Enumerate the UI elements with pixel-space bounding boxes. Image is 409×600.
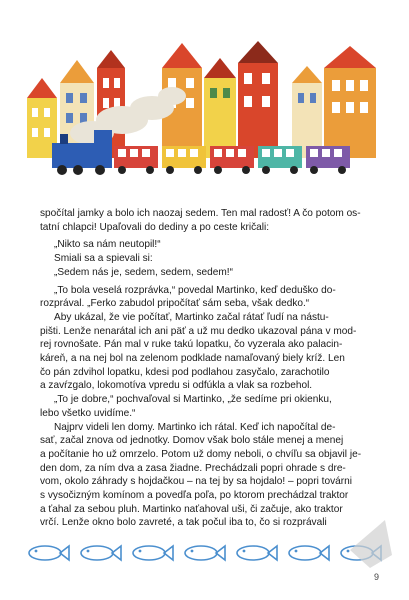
text-line: Najprv videli len domy. Martinko ich rátal. Keď ich napočítal de- [54, 421, 336, 433]
text-line: čo pán zdvihol lopatku, kdesi pod podlahou zasyčalo, zarachotilo [40, 366, 330, 378]
text-line: Aby ukázal, že vie počítať, Martinko začal rátať ľudí na nástu- [54, 311, 329, 323]
text-line: Smiali sa a spievali si: [54, 253, 153, 265]
text-line: a počítanie ho už omrzelo. Potom už domy neboli, o chvíľu sa objavil je- [40, 448, 362, 460]
text-line: rej rovnošate. Pán mal v ruke takú lopatku, čo vyzerala ako palacin- [40, 339, 343, 351]
page-number: 9 [374, 572, 380, 582]
text-line: káreň, a na nej bol na zelenom podklade namaľovaný biely kríž. Len [40, 353, 345, 365]
text-line: „Nikto sa nám neutopil!“ [54, 239, 161, 251]
fish-icon [133, 546, 173, 560]
text-line: vom, okolo záhrady s hojdačkou – na tej by sa hojdalo! – popri továrni [40, 476, 352, 488]
text-line: spočítal jamky a bolo ich naozaj sedem. Ten mal radosť! A čo potom os- [40, 208, 361, 219]
text-line: rozprával. „Ferko zabudol pripočítať sám seba, však dedko.“ [40, 298, 310, 310]
fish-icon [237, 546, 277, 560]
page-corner-decoration [340, 510, 400, 570]
text-line: vrčí. Lenže okno bolo zavreté, a tak počul iba to, čo si rozprávali [40, 517, 327, 529]
fish-icon [81, 546, 121, 560]
text-line: tatní chlapci! Upaľovali do dediny a po ceste kričali: [40, 221, 270, 233]
text-line: sať, začal znova od jednotky. Domov však bolo stále menej a menej [40, 435, 344, 447]
text-line: „Sedem nás je, sedem, sedem, sedem!“ [54, 266, 233, 278]
text-line: lebo všetko uvidíme.“ [40, 407, 136, 419]
fish-icon [29, 546, 69, 560]
text-line: pišti. Lenže nenarátal ich ani päť a už mu dedko ukazoval pána v mod- [40, 325, 357, 337]
text-line: „To je dobre,“ pochvaľoval si Martinko, „že sedíme pri okienku, [54, 394, 332, 406]
text-line: a ťahal za sebou pluh. Martinko naťahoval uši, či začuje, ako traktor [40, 503, 343, 515]
fish-icon [289, 546, 329, 560]
fish-icon [185, 546, 225, 560]
text-line: den dom, za ním dva a zasa žiadne. Prechádzali popri ohrade s dre- [40, 462, 346, 474]
story-text [40, 207, 368, 530]
text-line: s vysočizným komínom a povedľa poľa, po ktorom prechádzal traktor [40, 490, 349, 502]
town-and-train-illustration [22, 38, 387, 183]
text-line: a zavŕzgalo, lokomotíva vpredu si odfúkla a vlak sa rozbehol. [40, 380, 313, 392]
text-line: „To bola veselá rozprávka,“ povedal Martinko, keď deduško do- [54, 284, 336, 296]
fish-border [20, 538, 390, 568]
